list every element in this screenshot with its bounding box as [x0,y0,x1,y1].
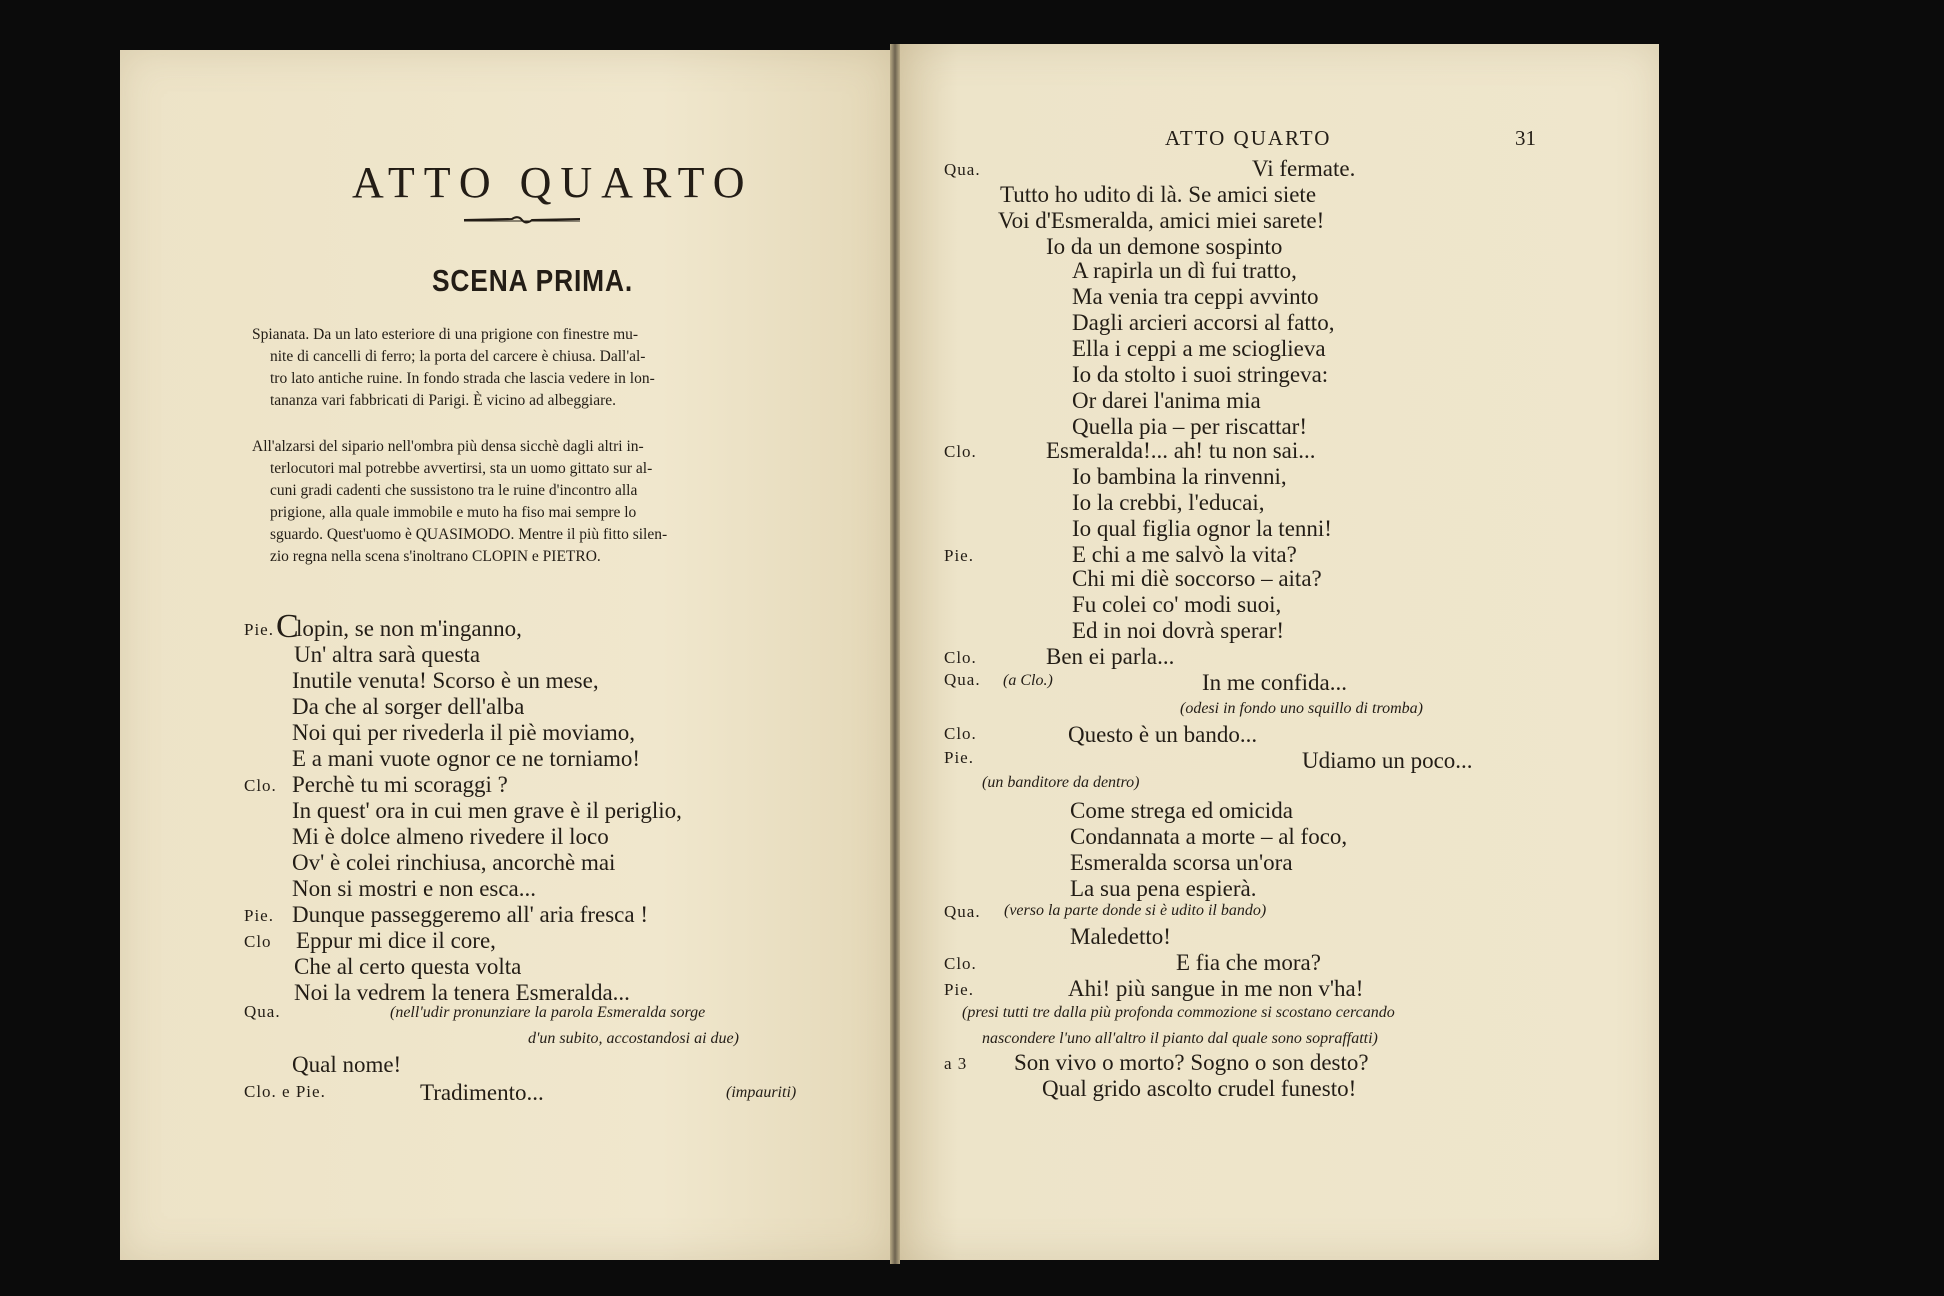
verse-line: Io da stolto i suoi stringeva: [1072,362,1329,387]
speaker-label: Pie. [944,980,974,999]
verse-line: Ella i ceppi a me scioglieva [1072,336,1326,361]
speaker-label: Qua. [244,1002,281,1021]
verse-line: Come strega ed omicida [1070,798,1293,823]
verse-line: Condannata a morte – al foco, [1070,824,1348,849]
speaker-label: a 3 [944,1054,968,1073]
verse-line: La sua pena espierà. [1070,876,1257,901]
verse-line: A rapirla un dì fui tratto, [1072,258,1297,283]
verse-line: Mi è dolce almeno rivedere il loco [292,824,609,849]
verse-line: E chi a me salvò la vita? [1072,542,1297,567]
stage-direction-line: (un banditore da dentro) [982,774,1140,791]
speaker-label: Clo. [244,776,277,795]
speaker-label: Clo. [944,724,977,743]
verse-line: Udiamo un poco... [1302,748,1473,773]
verse-line: E fia che mora? [1176,950,1321,975]
book-gutter [890,44,900,1264]
verse-line: Non si mostri e non esca... [292,876,537,901]
verse-line: Ahi! più sangue in me non v'ha! [1068,976,1364,1001]
stage-direction-line: All'alzarsi del sipario nell'ombra più densa sicchè dagli altri in- [252,438,644,455]
verse-line: Vi fermate. [1252,156,1356,181]
verse-line: Io bambina la rinvenni, [1072,464,1287,489]
verse-line: Un' altra sarà questa [294,642,481,667]
verse-line: Voi d'Esmeralda, amici miei sarete! [998,208,1325,233]
speaker-label: Clo. [944,442,977,461]
speaker-label: Pie. [244,906,274,925]
verse-line: Esmeralda scorsa un'ora [1070,850,1293,875]
verse-line: Chi mi diè soccorso – aita? [1072,566,1322,591]
verse-line: Questo è un bando... [1068,722,1258,747]
stage-direction-line: (presi tutti tre dalla più profonda commozione si scostano cercando [962,1004,1395,1021]
verse-line: Qual grido ascolto crudel funesto! [1042,1076,1357,1101]
verse-line: Ed in noi dovrà sperar! [1072,618,1285,643]
speaker-label: Clo. [944,954,977,973]
speaker-label: Pie. [244,620,274,639]
stage-direction-line: (odesi in fondo uno squillo di tromba) [1180,700,1423,717]
verse-line: Son vivo o morto? Sogno o son desto? [1014,1050,1369,1075]
speaker-label: Qua. [944,670,981,689]
verse-line: Ma venia tra ceppi avvinto [1072,284,1319,309]
verse-line: Tutto ho udito di là. Se amici siete [1000,182,1317,207]
setting-line: Spianata. Da un lato esteriore di una prigione con finestre mu- [252,326,639,343]
ornament-divider [462,213,582,227]
speaker-label: Clo. e Pie. [244,1082,326,1101]
drop-cap: C [276,608,299,645]
verse-line: Perchè tu mi scoraggi ? [292,772,508,797]
verse-line: Qual nome! [292,1052,402,1077]
setting-line: tro lato antiche ruine. In fondo strada che lascia vedere in lon- [270,370,655,387]
verse-line: Dagli arcieri accorsi al fatto, [1072,310,1335,335]
verse-line: Io da un demone sospinto [1046,234,1283,259]
stage-direction-line: terlocutori mal potrebbe avvertirsi, sta un uomo gittato sur al- [270,460,653,477]
verse-line: Inutile venuta! Scorso è un mese, [292,668,599,693]
verse-line: Ov' è colei rinchiusa, ancorchè mai [292,850,616,875]
verse-line: Esmeralda!... ah! tu non sai... [1046,438,1316,463]
verse-line: Or darei l'anima mia [1072,388,1261,413]
stage-direction-line: zio regna nella scena s'inoltrano CLOPIN e PIETRO. [270,548,601,565]
verse-line: In quest' ora in cui men grave è il periglio, [292,798,682,823]
stage-direction-line: sguardo. Quest'uomo è QUASIMODO. Mentre il più fitto silen- [270,526,668,543]
stage-direction-line: d'un subito, accostandosi ai due) [528,1030,739,1047]
verse-line: Quella pia – per riscattar! [1072,414,1307,439]
stage-direction-line: (verso la parte donde si è udito il bando) [1004,902,1267,919]
verse-line: Eppur mi dice il core, [296,928,496,953]
stage-direction-line: (nell'udir pronunziare la parola Esmeralda sorge [390,1004,706,1021]
verse-line: In me confida... [1202,670,1347,695]
verse-line: Tradimento... [420,1080,544,1105]
verse-line: Dunque passeggeremo all' aria fresca ! [292,902,649,927]
verse-line: Ben ei parla... [1046,644,1175,669]
speaker-label: Qua. [944,902,981,921]
stage-direction-line: (impauriti) [726,1084,797,1101]
verse-line: lopin, se non m'inganno, [296,616,522,641]
left-page [120,50,893,1260]
stage-direction-line: cuni gradi cadenti che sussistono tra le ruine d'incontro alla [270,482,638,499]
stage-direction-line: nascondere l'uno all'altro il pianto dal quale sono sopraffatti) [982,1030,1378,1047]
setting-line: tananza vari fabbricati di Parigi. È vicino ad albeggiare. [270,392,617,409]
speaker-label: Clo [244,932,272,951]
verse-line: Maledetto! [1070,924,1171,949]
page-number: 31 [1515,126,1536,150]
verse-line: Noi la vedrem la tenera Esmeralda... [294,980,630,1005]
verse-line: Da che al sorger dell'alba [292,694,525,719]
verse-line: Io qual figlia ognor la tenni! [1072,516,1332,541]
speaker-label: Pie. [944,546,974,565]
verse-line: Noi qui per rivederla il piè moviamo, [292,720,635,745]
verse-line: Che al certo questa volta [294,954,522,979]
verse-line: E a mani vuote ognor ce ne torniamo! [292,746,641,771]
aside-direction: (a Clo.) [1003,672,1053,689]
speaker-label: Clo. [944,648,977,667]
setting-line: nite di cancelli di ferro; la porta del carcere è chiusa. Dall'al- [270,348,646,365]
speaker-label: Qua. [944,160,981,179]
stage-direction-line: prigione, alla quale immobile e muto ha fiso mai sempre lo [270,504,637,521]
running-head: ATTO QUARTO [1165,126,1332,150]
verse-line: Fu colei co' modi suoi, [1072,592,1282,617]
speaker-label: Pie. [944,748,974,767]
act-title: ATTO QUARTO [352,158,754,207]
verse-line: Io la crebbi, l'educai, [1072,490,1265,515]
scene-title: SCENA PRIMA. [432,263,634,298]
